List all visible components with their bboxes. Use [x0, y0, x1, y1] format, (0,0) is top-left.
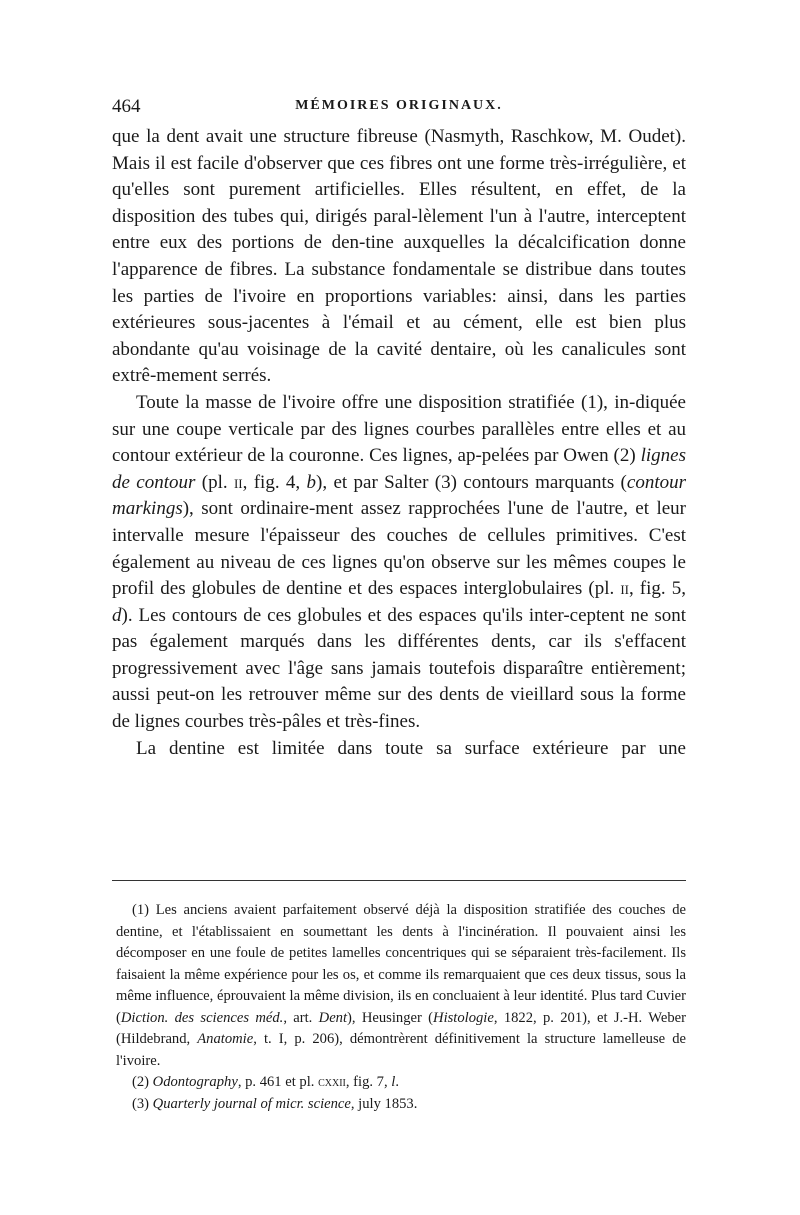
fn1-italic-dictionnaire: Diction. des sciences méd. [120, 1009, 284, 1026]
running-title: MÉMOIRES ORIGINAUX. [295, 98, 503, 113]
fn1-text-g: , 1822, p. 201), et J.-H. Weber (Hildebrand, [116, 1009, 686, 1047]
fn3-italic-journal: Quarterly journal of micr. science [152, 1095, 351, 1112]
fn2-text-a: (2) [132, 1074, 153, 1090]
fn2-italic-l: l [391, 1074, 396, 1090]
paragraph-2 [112, 390, 686, 736]
p2-text-i: ), sont ordinaire-ment assez rapprochées l'une de l'autre, et leur intervalle mesure l'épaisseur des couches de cellules primitives. C'est également au niveau de ces lignes qu'on observe sur les mêmes coupes le profil des globules de dentine et des espaces interglobulaires (pl. [112, 498, 686, 600]
p2-text-m: ). Les contours de ces globules et des espaces qu'ils inter-ceptent ne sont pas également marqués dans les différentes dents, car ils s'effacent progressivement avec l'âge sans jamais toutefois disparaître entièrement; aussi peut-on les retrouver même sur des dents de vieillard sous la forme de lignes courbes très-pâles et très-fines. [112, 604, 686, 733]
p2-text-k: , fig. 5, [628, 578, 686, 600]
p2-text-a: Toute la masse de l'ivoire offre une disposition stratifiée (1), in-diquée sur une coupe verticale par des lignes courbes parallèles entre elles et au contour extérieur de la couronne. Ces lignes, ap-pelées par Owen (2) [112, 391, 686, 467]
footnote-2 [116, 1072, 686, 1094]
fn2-text-g: . [395, 1074, 399, 1090]
fn1-italic-histologie: Histologie [433, 1009, 494, 1026]
fn1-italic-anatomie: Anatomie [197, 1031, 254, 1047]
paragraph-1: que la dent avait une structure fibreuse (Nasmyth, Raschkow, M. Oudet). Mais il est facile d'observer que ces fibres ont une forme très-irrégulière, et qu'elles sont purement artificielles. Elles résultent, en effet, de la disposition des tubes qui, dirigés paral-lèlement l'un à l'autre, interceptent entre eux des portions de den-tine auxquelles la décalcification donne l'apparence de fibres. La substance fondamentale se distribue dans toutes les parties de l'ivoire en proportions variables: ainsi, dans les parties extérieures sous-jacentes à l'émail et au cément, elle est bien plus abondante qu'au voisinage de la cavité dentaire, où les canalicules sont extrê-mement serrés. [112, 126, 686, 387]
body-text [112, 124, 686, 762]
p2-italic-lignes-de-contour: lignes de contour [112, 445, 686, 493]
fn1-italic-dent: Dent [318, 1009, 348, 1026]
p2-italic-b: b [306, 471, 317, 493]
fn3-text-a: (3) [132, 1095, 153, 1112]
fn2-text-e: , fig. 7, [345, 1074, 392, 1090]
fn1-text-a: (1) Les anciens avaient parfaitement observé déjà la disposition stratifiée des couches de dentine, et l'établissaient en soumettant les dents à l'incinération. Il pouvaient ainsi les décomposer en une foule de petites lamelles concentriques qui se séparaient très-facilement. Ils faisaient la même expérience pour les os, et comme ils remarquaient que ces deux tissus, sous la même influence, éprouvaient la même division, ils en concluaient à leur identité. Plus tard Cuvier ( [116, 902, 686, 1026]
fn2-italic-odontography: Odontography [152, 1074, 238, 1090]
footnote-1 [116, 900, 686, 1072]
page-header [112, 96, 686, 122]
fn1-text-c: , art. [283, 1009, 319, 1026]
fn1-text-i: , t. I, p. 206), démontrèrent définitivement la structure lamelleuse de l'ivoire. [116, 1031, 687, 1069]
page-number: 464 [112, 96, 141, 117]
paragraph-3: La dentine est limitée dans toute sa surface extérieure par une [136, 737, 686, 759]
fn2-plate-ref: cxxii [318, 1074, 346, 1090]
p2-italic-d: d [112, 604, 122, 626]
footnote-3 [116, 1094, 686, 1116]
p2-plate-ref-2: ii [620, 578, 629, 600]
footnotes [116, 900, 686, 1115]
p2-text-g: ), et par Salter (3) contours marquants ( [316, 471, 627, 493]
fn3-text-c: , july 1853. [350, 1095, 418, 1112]
p2-plate-ref-1: ii [233, 471, 243, 493]
fn2-text-c: , p. 461 et pl. [237, 1074, 319, 1090]
p2-text-c: (pl. [195, 471, 234, 493]
p2-italic-contour-markings: contour markings [112, 471, 686, 520]
fn1-text-e: ), Heusinger ( [347, 1009, 434, 1026]
p2-text-e: , fig. 4, [242, 471, 307, 493]
footnote-divider [112, 880, 686, 881]
